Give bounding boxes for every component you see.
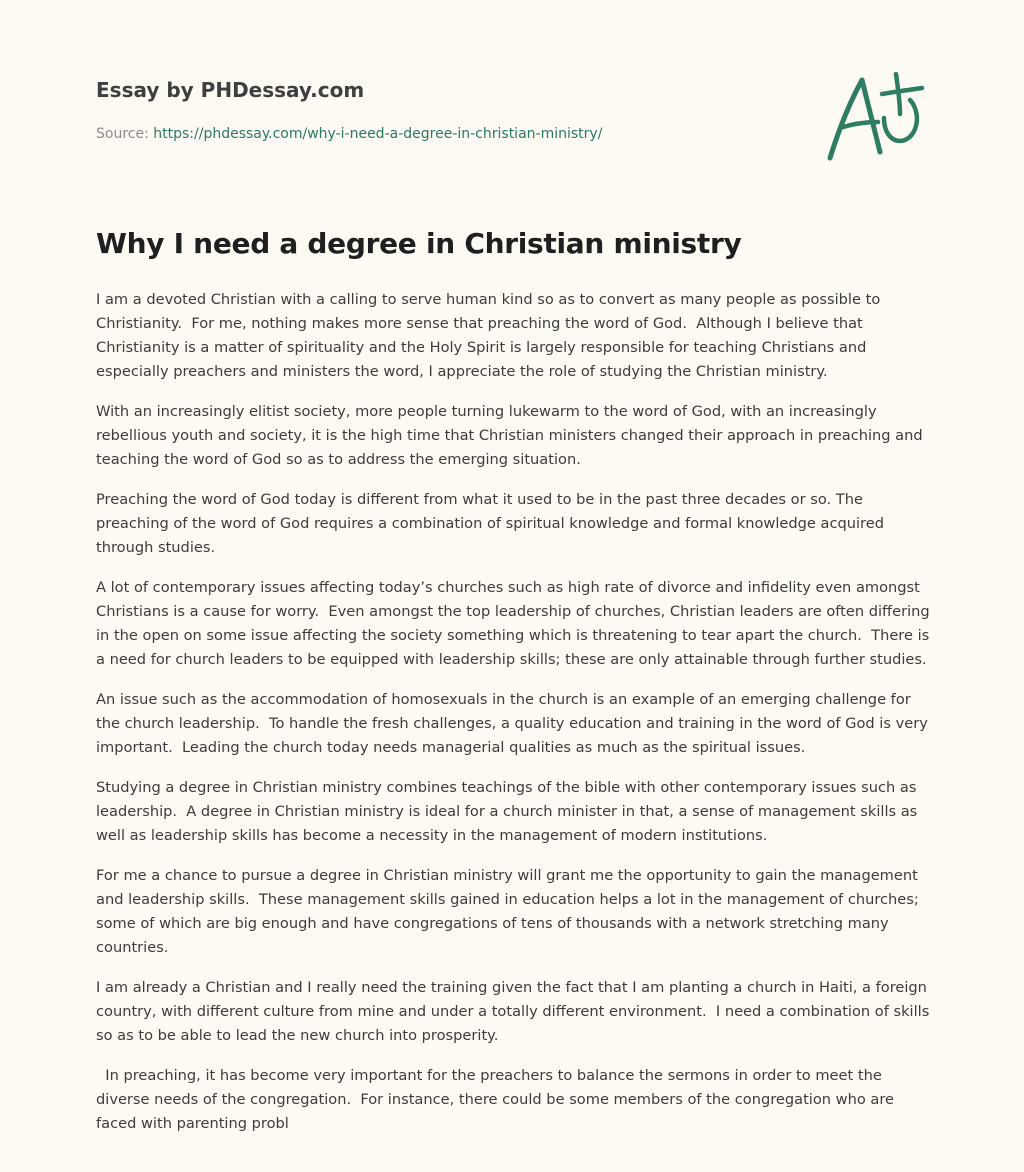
article-paragraph: In preaching, it has become very important for the preachers to balance the sermons in order to meet the diverse needs of the congregation. For instance, there could be some members of the congregation who are faced with parenting probl [96, 1067, 899, 1132]
article-paragraph: With an increasingly elitist society, more people turning lukewarm to the word of God, with an increasingly rebellious youth and society, it is the high time that Christian ministers changed their approach in preaching and teaching the word of God so as to address the emerging situation. [96, 403, 928, 468]
article-paragraph: Preaching the word of God today is different from what it used to be in the past three decades or so. The preaching of the word of God requires a combination of spiritual knowledge and formal knowledge acquired through studies. [96, 491, 889, 556]
article-paragraph: For me a chance to pursue a degree in Christian ministry will grant me the opportunity to gain the management and leadership skills. These management skills gained in education helps a lot in the management of churches; some of which are big enough and have congregations of tens of thousands with a network stretching many countries. [96, 867, 924, 956]
article-paragraph: I am a devoted Christian with a calling to serve human kind so as to convert as many people as possible to Christianity. For me, nothing makes more sense that preaching the word of God. Although I believe that Christianity is a matter of spirituality and the Holy Spirit is largely responsible for teaching Christians and especially preachers and ministers the word, I appreciate the role of studying the Christian ministry. [96, 291, 885, 380]
article-paragraph: A lot of contemporary issues affecting today’s churches such as high rate of divorce and infidelity even amongst Christians is a cause for worry. Even amongst the top leadership of churches, Christian leaders are often differing in the open on some issue affecting the society something which is threatening to tear apart the church. There is a need for church leaders to be equipped with leadership skills; these are only attainable through further studies. [96, 579, 935, 668]
article-paragraph: I am already a Christian and I really need the training given the fact that I am planting a church in Haiti, a foreign country, with different culture from mine and under a totally different environment. I need a combination of skills so as to be able to lead the new church into prosperity. [96, 979, 934, 1044]
article [96, 226, 936, 1152]
page-header [96, 76, 796, 144]
source-line [96, 124, 796, 144]
source-label: Source: [96, 126, 154, 142]
article-title: Why I need a degree in Christian ministry [96, 227, 742, 260]
article-paragraph: Studying a degree in Christian ministry combines teachings of the bible with other contemporary issues such as leadership. A degree in Christian ministry is ideal for a church minister in that, a sense of management skills as well as leadership skills has become a necessity in the management of modern institutions. [96, 779, 922, 844]
source-link[interactable]: https://phdessay.com/why-i-need-a-degree-in-christian-ministry/ [153, 126, 603, 142]
brand-title: Essay by PHDessay.com [96, 78, 365, 102]
a-plus-grade-icon [818, 66, 930, 166]
article-paragraph: An issue such as the accommodation of homosexuals in the church is an example of an emerging challenge for the church leadership. To handle the fresh challenges, a quality education and training in the word of God is very important. Leading the church today needs managerial qualities as much as the spiritual issues. [96, 691, 933, 756]
